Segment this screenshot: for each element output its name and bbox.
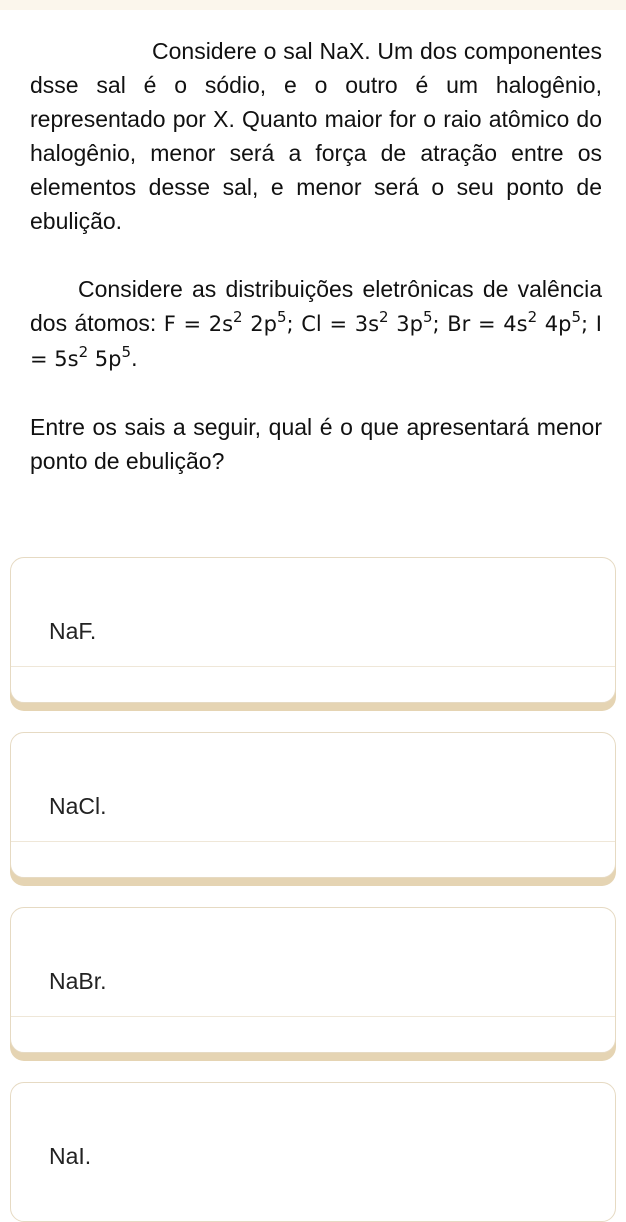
answer-option-nai[interactable]: [10, 1082, 616, 1222]
paragraph-2-intro: Considere as distribuições eletrônicas de valência dos átomos:: [30, 276, 602, 336]
config-i-label: ; I = 5s: [30, 312, 602, 371]
answer-option-label: NaCl.: [49, 793, 107, 819]
question-text: [30, 34, 602, 478]
config-br-label: ; Br = 4s: [432, 312, 528, 336]
config-f-exp1: 2: [233, 308, 243, 326]
config-cl-exp1: 2: [379, 308, 389, 326]
config-i-exp1: 2: [78, 343, 89, 361]
config-br-mid: 4p: [537, 312, 572, 336]
config-f-label: F = 2s: [163, 312, 234, 336]
config-cl-exp2: 5: [422, 308, 433, 326]
answer-option-nabr[interactable]: [10, 907, 616, 1053]
answer-option-label: NaBr.: [49, 968, 107, 994]
question-paragraph-1: Considere o sal NaX. Um dos componentes dsse sal é o sódio, e o outro é um halogênio, representado por X. Quanto maior for o raio atômico do halogênio, menor será a força de atração entre os elementos desse sal, e menor será o seu ponto de ebulição.: [30, 38, 602, 234]
option-divider: [11, 841, 615, 842]
option-divider: [11, 666, 615, 667]
top-strip: [0, 0, 626, 10]
answer-option-label: NaI.: [49, 1143, 92, 1169]
config-i-mid: 5p: [88, 347, 122, 371]
config-br-exp2: 5: [571, 308, 582, 326]
config-f-exp2: 5: [276, 308, 287, 326]
config-f-mid: 2p: [242, 312, 277, 336]
config-br-exp1: 2: [527, 308, 538, 326]
question-paragraph-3: Entre os sais a seguir, qual é o que apresentará menor ponto de ebulição?: [30, 414, 602, 474]
config-end: .: [131, 347, 138, 371]
config-cl-mid: 3p: [388, 312, 423, 336]
answer-option-naf[interactable]: [10, 557, 616, 703]
answer-option-nacl[interactable]: [10, 732, 616, 878]
option-divider: [11, 1016, 615, 1017]
config-i-exp2: 5: [121, 343, 132, 361]
answer-option-label: NaF.: [49, 618, 97, 644]
config-cl-label: ; Cl = 3s: [286, 312, 380, 336]
question-paragraph-2: [30, 272, 602, 376]
